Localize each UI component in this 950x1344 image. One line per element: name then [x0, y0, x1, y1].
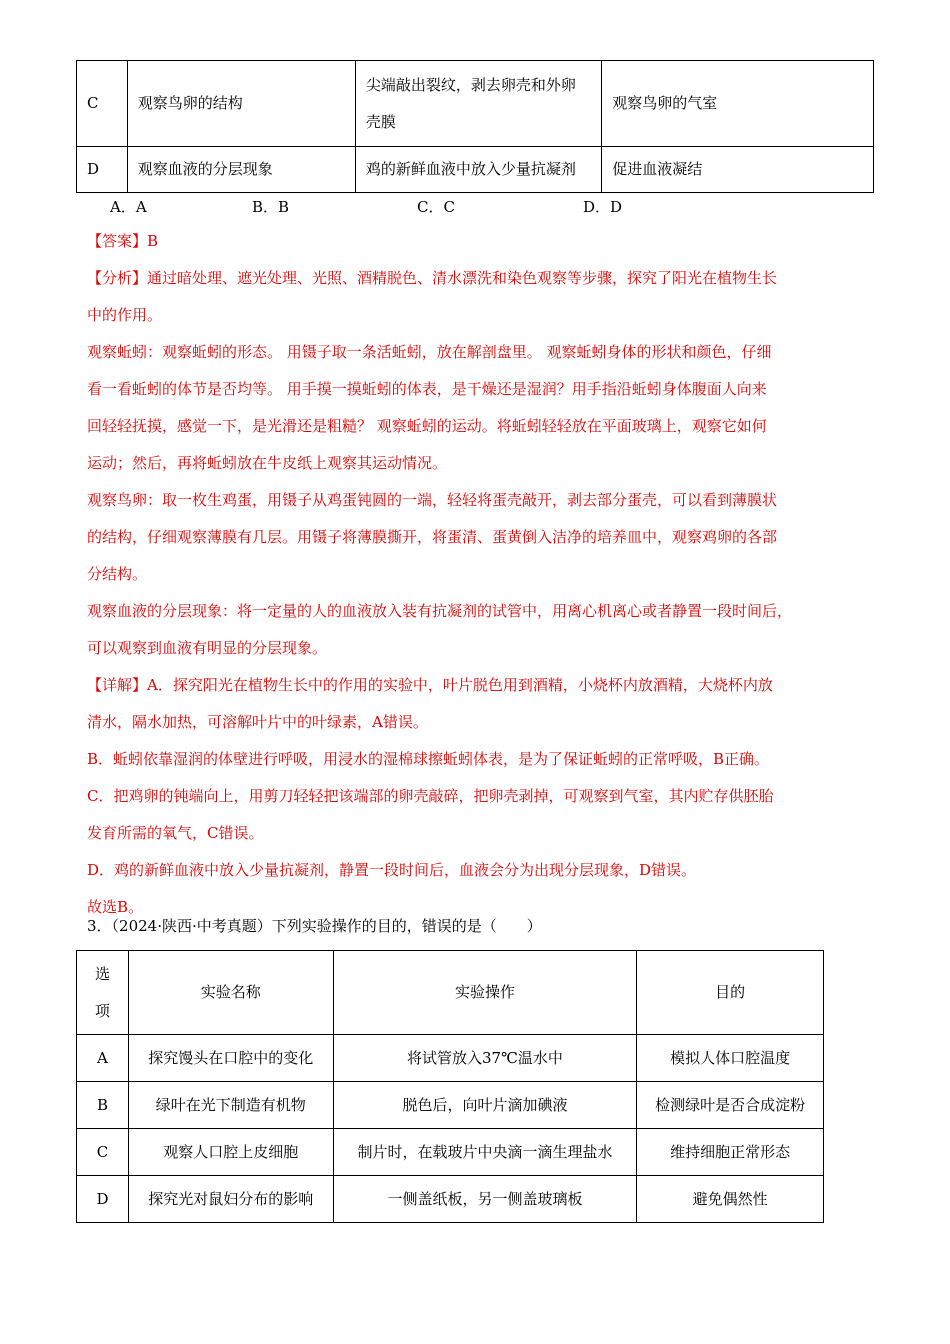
option-cell: D [77, 1176, 129, 1223]
detail-line: 清水，隔水加热，可溶解叶片中的叶绿素，A错误。 [87, 713, 428, 731]
operation-cell: 一侧盖纸板，另一侧盖玻璃板 [333, 1176, 637, 1223]
option-cell: C [77, 61, 128, 147]
table-header-row [77, 951, 824, 1035]
table-row [77, 1176, 824, 1223]
analysis-line: 观察鸟卵：取一枚生鸡蛋，用镊子从鸡蛋钝圆的一端，轻轻将蛋壳敲开，剥去部分蛋壳，可以看到薄膜状 [87, 491, 778, 509]
purpose-cell: 避免偶然性 [637, 1176, 824, 1223]
option-c: C．C [417, 198, 455, 216]
experiment-name-cell: 探究光对鼠妇分布的影响 [128, 1176, 333, 1223]
option-cell: A [77, 1035, 129, 1082]
table-row [77, 1129, 824, 1176]
operation-cell [355, 147, 601, 193]
detail-line: B．蚯蚓依靠湿润的体壁进行呼吸，用浸水的湿棉球擦蚯蚓体表，是为了保证蚯蚓的正常呼吸，B正确。 [87, 750, 770, 768]
analysis-line: 中的作用。 [87, 306, 163, 324]
header-purpose-cell: 目的 [637, 951, 824, 1035]
operation-line: 尖端敲出裂纹，剥去卵壳和外卵 [365, 75, 576, 94]
analysis-line: 回轻轻抚摸，感觉一下，是光滑还是粗糙？ 观察蚯蚓的运动。将蚯蚓轻轻放在平面玻璃上，观察它如何 [87, 417, 767, 435]
experiment-name-cell: 观察人口腔上皮细胞 [128, 1129, 333, 1176]
question-3: 3．（2024·陕西·中考真题）下列实验操作的目的，错误的是（ ） [87, 917, 542, 935]
detail-line: C．把鸡卵的钝端向上，用剪刀轻轻把该端部的卵壳敲碎，把卵壳剥掉，可观察到气室，其内贮存供胚胎 [87, 787, 774, 805]
answer-line: 【答案】B [87, 232, 159, 250]
table-row [77, 61, 874, 147]
analysis-line: 可以观察到血液有明显的分层现象。 [87, 639, 328, 657]
operation-cell: 制片时，在载玻片中央滴一滴生理盐水 [333, 1129, 637, 1176]
purpose-cell: 检测绿叶是否合成淀粉 [637, 1082, 824, 1129]
operation-line: 鸡的新鲜血液中放入少量抗凝剂 [365, 160, 576, 178]
purpose-cell: 促进血液凝结 [602, 147, 874, 193]
experiment-table-continued [76, 60, 874, 193]
header-name-cell: 实验名称 [128, 951, 333, 1035]
experiment-table-q3 [76, 950, 824, 1223]
detail-line: 发育所需的氧气，C错误。 [87, 824, 264, 842]
purpose-cell: 维持细胞正常形态 [637, 1129, 824, 1176]
detail-line: 【详解】A．探究阳光在植物生长中的作用的实验中，叶片脱色用到酒精，小烧杯内放酒精，大烧杯内放 [87, 676, 773, 694]
table-row [77, 1082, 824, 1129]
option-cell: D [77, 147, 128, 193]
conclusion-line: 故选B。 [87, 898, 144, 916]
operation-line: 壳膜 [365, 112, 396, 131]
analysis-line: 【分析】通过暗处理、遮光处理、光照、酒精脱色、清水漂洗和染色观察等步骤，探究了阳光在植物生长 [87, 269, 778, 287]
operation-cell [355, 61, 601, 147]
operation-cell: 将试管放入37℃温水中 [333, 1035, 637, 1082]
analysis-line: 分结构。 [87, 565, 148, 583]
operation-cell: 脱色后，向叶片滴加碘液 [333, 1082, 637, 1129]
detail-line: D．鸡的新鲜血液中放入少量抗凝剂，静置一段时间后，血液会分为出现分层现象，D错误。 [87, 861, 697, 879]
option-b: B．B [252, 198, 290, 216]
experiment-name-cell: 观察鸟卵的结构 [127, 61, 355, 147]
purpose-cell: 观察鸟卵的气室 [602, 61, 874, 147]
experiment-name-cell: 探究馒头在口腔中的变化 [128, 1035, 333, 1082]
option-cell: B [77, 1082, 129, 1129]
header-option-cell [77, 951, 129, 1035]
table-row [77, 147, 874, 193]
analysis-line: 的结构，仔细观察薄膜有几层。用镊子将薄膜撕开，将蛋清、蛋黄倒入洁净的培养皿中，观察鸡卵的各部 [87, 528, 778, 546]
header-operation-cell: 实验操作 [333, 951, 637, 1035]
analysis-line: 运动；然后，再将蚯蚓放在牛皮纸上观察其运动情况。 [87, 454, 448, 472]
analysis-line: 看一看蚯蚓的体节是否均等。 用手摸一摸蚯蚓的体表，是干燥还是湿润？用手指沿蚯蚓身体腹面人向来 [87, 380, 767, 398]
header-option-line: 选 [94, 964, 110, 983]
answer-analysis [87, 223, 877, 926]
analysis-line: 观察血液的分层现象：将一定量的人的血液放入装有抗凝剂的试管中，用离心机离心或者静置一段时间后， [87, 602, 793, 620]
purpose-cell: 模拟人体口腔温度 [637, 1035, 824, 1082]
option-d: D．D [583, 198, 623, 216]
header-option-line: 项 [94, 1001, 110, 1020]
analysis-line: 观察蚯蚓：观察蚯蚓的形态。 用镊子取一条活蚯蚓，放在解剖盘里。 观察蚯蚓身体的形状和颜色，仔细 [87, 343, 772, 361]
table-row [77, 1035, 824, 1082]
option-cell: C [77, 1129, 129, 1176]
experiment-name-cell: 观察血液的分层现象 [127, 147, 355, 193]
option-a: A．A [110, 198, 147, 216]
experiment-name-cell: 绿叶在光下制造有机物 [128, 1082, 333, 1129]
